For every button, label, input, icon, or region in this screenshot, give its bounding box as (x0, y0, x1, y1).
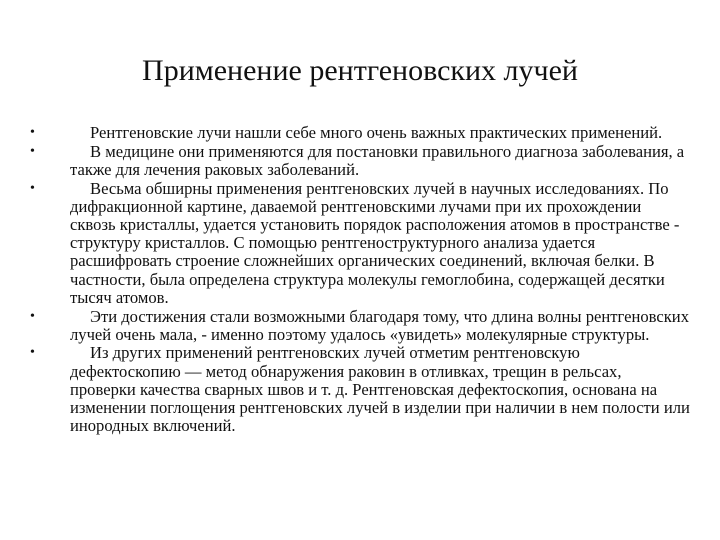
bullet-list (30, 124, 690, 436)
bullet-item-wavelength (30, 308, 690, 344)
bullet-text: Из других применений рентгеновских лучей отметим рентгеновскую дефектоскопию — метод обнаружения раковин в отливках, трещин в рельсах, проверки качества сварных швов и т. д. Рентгеновская дефектоскопия, основана на изменении поглощения рентгеновских лучей в изделии при наличии в нем полости или инородных включений. (70, 343, 690, 436)
bullet-icon: • (30, 180, 35, 196)
bullet-text: Эти достижения стали возможными благодаря тому, что длина волны рентгеновских лучей очень мала, - именно поэтому удалось «увидеть» молекулярные структуры. (70, 306, 689, 344)
bullet-icon: • (30, 125, 35, 140)
bullet-item-practical-uses (30, 124, 690, 142)
bullet-icon: • (30, 143, 35, 159)
bullet-text: В медицине они применяются для постановки правильного диагноза заболевания, а также для лечения раковых заболеваний. (70, 141, 685, 179)
bullet-item-defectoscopy (30, 344, 690, 435)
bullet-icon: • (30, 308, 35, 324)
bullet-text: Рентгеновские лучи нашли себе много очень важных практических применений. (90, 123, 663, 142)
bullet-item-science (30, 180, 690, 307)
bullet-text: Весьма обширны применения рентгеновских лучей в научных исследованиях. По дифракционной картине, даваемой рентгеновскими лучами при их прохождении сквозь кристаллы, удается установить порядок расположения атомов в пространстве - структуру кристаллов. С помощью рентгеноструктурного анализа удается расшифровать строение сложнейших органических соединений, включая белки. В частности, была определена структура молекулы гемоглобина, содержащей десятки тысяч атомов. (70, 178, 680, 307)
bullet-item-medicine (30, 143, 690, 179)
bullet-icon: • (30, 345, 35, 361)
slide-title: Применение рентгеновских лучей (142, 54, 578, 87)
